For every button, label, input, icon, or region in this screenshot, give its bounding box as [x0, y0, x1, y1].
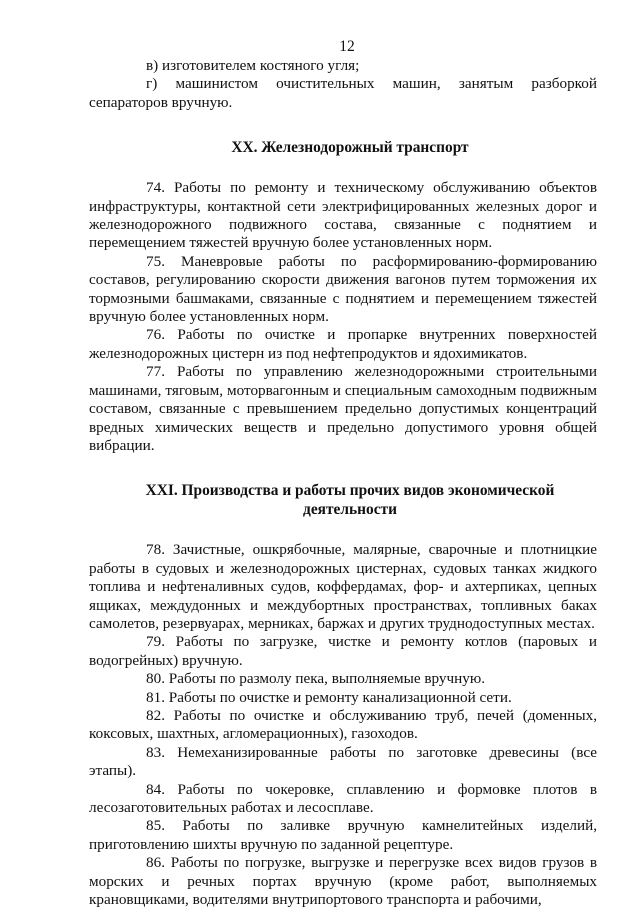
list-item-v: в) изготовителем костяного угля; [146, 57, 360, 74]
section-heading-xxi-line2: деятельности [303, 501, 397, 519]
paragraph-74: 74. Работы по ремонту и техническому обслуживанию объектов инфраструктуры, контактной сети электрифицированных железных дорог и железнодорожного подвижного состава, связанные с поднятием и перемещением тяжестей вручную более установленных норм. [89, 179, 597, 252]
paragraph-78: 78. Зачистные, ошкрябочные, малярные, сварочные и плотницкие работы в судовых и железнодорожных цистернах, судовых танках жидкого топлива и нефтеналивных судов, коффердамах, фор- и ахтерпиках, цепных ящиках, междудонных и междубортных пространствах, топливных баках самолетов, резервуарах, мерниках, баржах и других труднодоступных местах. [89, 541, 597, 632]
paragraph-84: 84. Работы по чокеровке, сплавлению и формовке плотов в лесозаготовительных работах и лесосплаве. [89, 780, 597, 816]
paragraph-80: 80. Работы по размолу пека, выполняемые вручную. [146, 670, 486, 688]
section-heading-xx: XX. Железнодорожный транспорт [231, 139, 469, 157]
section-heading-xxi [89, 481, 597, 519]
list-item-g: г) машинистом очистительных машин, занятым разборкой сепараторов вручную. [89, 75, 597, 111]
section-heading-xxi-line1: XXI. Производства и работы прочих видов экономической [145, 482, 555, 500]
paragraph-83: 83. Немеханизированные работы по заготовке древесины (все этапы). [89, 743, 597, 780]
paragraph-86: 86. Работы по погрузке, выгрузке и перегрузке всех видов грузов в морских и речных портах вручную (кроме работ, выполняемых крановщиками, водителями внутрипортового транспорта и рабочими, [89, 854, 597, 909]
paragraph-82: 82. Работы по очистке и обслуживанию труб, печей (доменных, коксовых, шахтных, агломерационных), газоходов. [89, 706, 597, 743]
paragraph-81: 81. Работы по очистке и ремонту канализационной сети. [146, 688, 512, 706]
page-number: 12 [339, 38, 355, 55]
paragraph-79: 79. Работы по загрузке, чистке и ремонту котлов (паровых и водогрейных) вручную. [89, 633, 597, 669]
paragraph-76: 76. Работы по очистке и пропарке внутренних поверхностей железнодорожных цистерн из под нефтепродуктов и ядохимикатов. [89, 326, 597, 362]
paragraph-85: 85. Работы по заливке вручную камнелитейных изделий, приготовлению шихты вручную по заданной рецептуре. [89, 817, 597, 853]
paragraph-77: 77. Работы по управлению железнодорожными строительными машинами, тяговым, моторвагонным и специальным самоходным подвижным составом, связанные с превышением предельно допустимых концентраций вредных химических веществ и предельно допустимого уровня общей вибрации. [89, 363, 597, 454]
paragraph-75: 75. Маневровые работы по расформированию-формированию составов, регулированию скорости движения вагонов путем торможения их тормозными башмаками, связанные с поднятием и перемещением тяжестей вручную более установленных норм. [89, 252, 597, 326]
